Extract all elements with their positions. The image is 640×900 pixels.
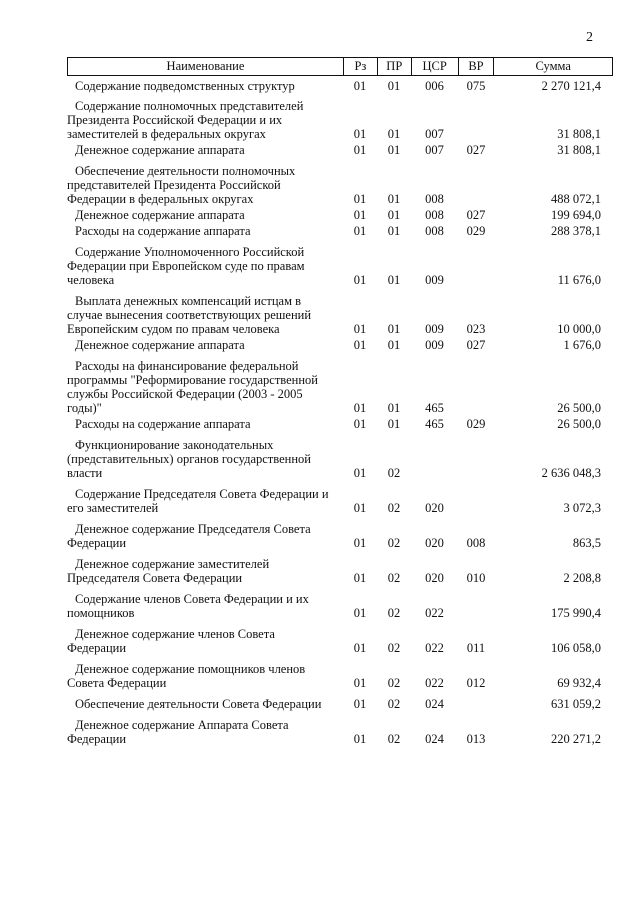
cell-rz: 01 — [353, 338, 367, 352]
table-row — [67, 338, 613, 352]
table-row — [67, 143, 613, 157]
header-name: Наименование — [166, 59, 245, 73]
table-row — [67, 522, 613, 550]
cell-name: Содержание полномочных представителей Президента Российской Федерации и их заместителей в федеральных округах — [67, 99, 304, 141]
cell-csr: 008 — [425, 192, 444, 206]
table-row — [67, 662, 613, 690]
cell-sum: 31 808,1 — [557, 127, 601, 141]
cell-pr: 02 — [387, 501, 401, 515]
cell-name: Выплата денежных компенсаций истцам в случае вынесения соответствующих решений Европейским судом по правам человека — [67, 294, 312, 336]
cell-pr: 02 — [387, 732, 401, 746]
cell-rz: 01 — [353, 501, 367, 515]
cell-sum: 31 808,1 — [557, 143, 601, 157]
cell-csr: 020 — [425, 536, 444, 550]
table-row — [67, 245, 613, 287]
table-row — [67, 627, 613, 655]
cell-rz: 01 — [353, 697, 367, 711]
cell-sum: 26 500,0 — [557, 401, 601, 415]
table-row — [67, 99, 613, 141]
cell-csr: 008 — [425, 224, 444, 238]
cell-sum: 26 500,0 — [557, 417, 601, 431]
cell-pr: 01 — [387, 273, 401, 287]
cell-vr: 027 — [466, 338, 486, 352]
header-sum: Сумма — [493, 58, 612, 75]
cell-name: Обеспечение деятельности Совета Федерации — [75, 697, 322, 711]
cell-vr: 027 — [466, 208, 486, 222]
cell-pr: 01 — [387, 143, 401, 157]
header-rz: Рз — [343, 58, 377, 75]
cell-rz: 01 — [353, 536, 367, 550]
cell-pr: 01 — [387, 127, 401, 141]
cell-name: Содержание Председателя Совета Федерации и его заместителей — [67, 487, 329, 515]
cell-sum: 863,5 — [572, 536, 601, 550]
table-row — [67, 79, 613, 93]
cell-sum: 10 000,0 — [557, 322, 601, 336]
cell-rz: 01 — [353, 571, 367, 585]
cell-name: Денежное содержание Председателя Совета Федерации — [67, 522, 311, 550]
cell-rz: 01 — [353, 192, 367, 206]
cell-sum: 488 072,1 — [551, 192, 601, 206]
cell-csr: 007 — [425, 127, 444, 141]
cell-pr: 01 — [387, 79, 401, 93]
cell-sum: 11 676,0 — [557, 273, 601, 287]
budget-table — [67, 57, 613, 746]
cell-csr: 009 — [425, 338, 444, 352]
cell-csr: 007 — [425, 143, 444, 157]
table-row — [67, 359, 613, 415]
table-row — [67, 208, 613, 222]
cell-csr: 022 — [425, 641, 444, 655]
cell-name: Содержание Уполномоченного Российской Федерации при Европейском суде по правам человека — [67, 245, 305, 287]
cell-rz: 01 — [353, 208, 367, 222]
cell-pr: 02 — [387, 676, 401, 690]
cell-vr: 013 — [466, 732, 486, 746]
cell-pr: 01 — [387, 417, 401, 431]
cell-vr: 012 — [466, 676, 486, 690]
cell-rz: 01 — [353, 732, 367, 746]
cell-vr: 010 — [466, 571, 486, 585]
cell-name: Содержание членов Совета Федерации и их помощников — [67, 592, 309, 620]
cell-csr: 009 — [425, 273, 444, 287]
cell-vr: 029 — [466, 417, 486, 431]
cell-pr: 02 — [387, 606, 401, 620]
cell-csr: 465 — [425, 417, 444, 431]
table-row — [67, 697, 613, 711]
cell-name: Денежное содержание аппарата — [75, 143, 245, 157]
cell-rz: 01 — [353, 273, 367, 287]
cell-pr: 01 — [387, 208, 401, 222]
table-row — [67, 487, 613, 515]
page-number: 2 — [586, 30, 593, 45]
cell-rz: 01 — [353, 417, 367, 431]
cell-rz: 01 — [353, 606, 367, 620]
cell-csr: 022 — [425, 676, 444, 690]
table-row — [67, 294, 613, 336]
table-row — [67, 438, 613, 480]
cell-vr: 011 — [466, 641, 486, 655]
cell-rz: 01 — [353, 466, 367, 480]
cell-csr: 020 — [425, 501, 444, 515]
cell-sum: 69 932,4 — [557, 676, 601, 690]
cell-name: Содержание подведомственных структур — [75, 79, 295, 93]
cell-name: Денежное содержание заместителей Председателя Совета Федерации — [67, 557, 270, 585]
cell-name: Расходы на содержание аппарата — [75, 224, 251, 238]
table-row — [67, 224, 613, 238]
cell-pr: 02 — [387, 571, 401, 585]
cell-csr: 024 — [425, 732, 444, 746]
cell-pr: 02 — [387, 697, 401, 711]
cell-sum: 220 271,2 — [551, 732, 601, 746]
cell-rz: 01 — [353, 641, 367, 655]
cell-vr: 023 — [466, 322, 486, 336]
cell-csr: 020 — [425, 571, 444, 585]
cell-sum: 2 270 121,4 — [541, 79, 601, 93]
table-row — [67, 557, 613, 585]
cell-rz: 01 — [353, 224, 367, 238]
cell-pr: 02 — [387, 466, 401, 480]
table-row — [67, 164, 613, 206]
cell-pr: 01 — [387, 224, 401, 238]
cell-name: Денежное содержание Аппарата Совета Федерации — [67, 718, 289, 746]
cell-name: Денежное содержание аппарата — [75, 208, 245, 222]
cell-sum: 106 058,0 — [551, 641, 601, 655]
cell-vr: 008 — [466, 536, 486, 550]
table-row — [67, 592, 613, 620]
cell-csr: 009 — [425, 322, 444, 336]
cell-pr: 02 — [387, 536, 401, 550]
cell-name: Денежное содержание аппарата — [75, 338, 245, 352]
table-row — [67, 417, 613, 431]
cell-name: Функционирование законодательных (представительных) органов государственной власти — [67, 438, 311, 480]
cell-pr: 01 — [387, 322, 401, 336]
cell-rz: 01 — [353, 322, 367, 336]
table-body — [67, 79, 613, 746]
cell-name: Денежное содержание членов Совета Федерации — [67, 627, 275, 655]
cell-sum: 2 208,8 — [563, 571, 601, 585]
cell-vr: 027 — [466, 143, 486, 157]
cell-rz: 01 — [353, 676, 367, 690]
cell-pr: 01 — [387, 401, 401, 415]
cell-csr: 465 — [425, 401, 444, 415]
cell-rz: 01 — [353, 127, 367, 141]
cell-pr: 02 — [387, 641, 401, 655]
table-header — [67, 57, 613, 76]
cell-csr: 008 — [425, 208, 444, 222]
header-vr: ВР — [458, 58, 494, 75]
cell-pr: 01 — [387, 338, 401, 352]
header-csr: ЦСР — [411, 58, 458, 75]
cell-sum: 631 059,2 — [551, 697, 601, 711]
cell-sum: 288 378,1 — [551, 224, 601, 238]
cell-csr: 022 — [425, 606, 444, 620]
cell-csr: 024 — [425, 697, 444, 711]
header-pr: ПР — [377, 58, 411, 75]
table-row — [67, 718, 613, 746]
cell-sum: 1 676,0 — [563, 338, 601, 352]
cell-name: Обеспечение деятельности полномочных представителей Президента Российской Федерации в федеральных округах — [67, 164, 296, 206]
cell-pr: 01 — [387, 192, 401, 206]
cell-sum: 199 694,0 — [551, 208, 601, 222]
cell-vr: 075 — [466, 79, 486, 93]
cell-csr: 006 — [425, 79, 444, 93]
cell-rz: 01 — [353, 401, 367, 415]
cell-name: Расходы на финансирование федеральной программы "Реформирование государственной службы Российской Федерации (2003 - 2005 годы)" — [67, 359, 318, 415]
cell-sum: 3 072,3 — [563, 501, 601, 515]
cell-rz: 01 — [353, 79, 367, 93]
cell-sum: 175 990,4 — [551, 606, 601, 620]
cell-rz: 01 — [353, 143, 367, 157]
cell-sum: 2 636 048,3 — [541, 466, 601, 480]
cell-name: Денежное содержание помощников членов Совета Федерации — [67, 662, 306, 690]
cell-name: Расходы на содержание аппарата — [75, 417, 251, 431]
cell-vr: 029 — [466, 224, 486, 238]
